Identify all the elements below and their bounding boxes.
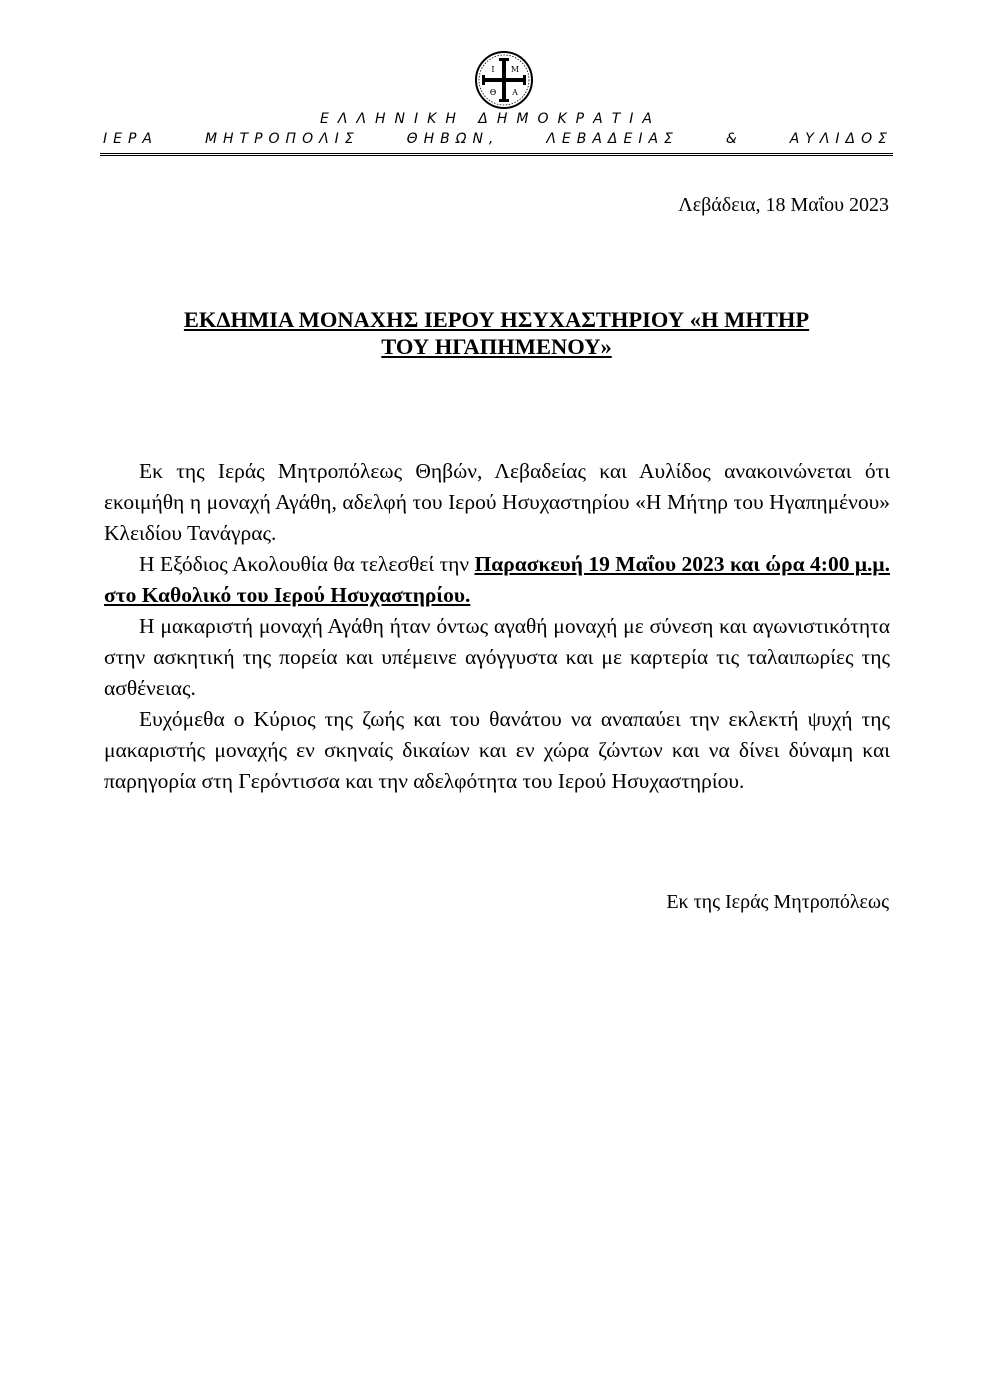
seal-letter-1: Ι [491, 65, 495, 74]
signature: Εκ της Ιεράς Μητροπόλεως [666, 891, 889, 913]
header-metropolis: ΙΕΡΑ ΜΗΤΡΟΠΟΛΙΣ ΘΗΒΩΝ, ΛΕΒΑΔΕΙΑΣ & ΑΥΛΙΔΟΣ [103, 131, 893, 147]
header-country: ΕΛΛΗΝΙΚΗ ΔΗΜΟΚΡΑΤΙΑ [320, 111, 661, 127]
funeral-datetime: Παρασκευή 19 Μαΐου 2023 και ώρα 4:00 μ.μ. στο Καθολικό του Ιερού Ησυχαστηρίου. [104, 552, 890, 607]
title-line-1: ΕΚΔΗΜΙΑ ΜΟΝΑΧΗΣ ΙΕΡΟΥ ΗΣΥΧΑΣΤΗΡΙΟΥ «Η ΜΗΤΗΡ [183, 307, 810, 332]
seal-letter-2: Μ [510, 65, 520, 74]
document-date: Λεβάδεια, 18 Μαΐου 2023 [678, 194, 889, 216]
seal-letter-4: Α [512, 88, 518, 97]
document-title [100, 306, 893, 360]
funeral-intro: Η Εξόδιος Ακολουθία θα τελεσθεί την [139, 552, 475, 576]
metropolis-seal-icon [474, 50, 534, 110]
paragraph-announcement: Εκ της Ιεράς Μητροπόλεως Θηβών, Λεβαδείας και Αυλίδος ανακοινώνεται ότι εκοιμήθη η μοναχή Αγάθη, αδελφή του Ιερού Ησυχαστηρίου «Η Μήτηρ του Ηγαπημένου» Κλειδίου Τανάγρας. [104, 459, 890, 545]
paragraph-prayer: Ευχόμεθα ο Κύριος της ζωής και του θανάτου να αναπαύει την εκλεκτή ψυχή της μακαριστής μοναχής εν σκηναίς δικαίων και εν χώρα ζώντων και να δίνει δύναμη και παρηγορία στη Γερόντισσα και την αδελφότητα του Ιερού Ησυχαστηρίου. [104, 707, 890, 793]
paragraph-funeral [104, 549, 890, 611]
paragraph-tribute: Η μακαριστή μοναχή Αγάθη ήταν όντως αγαθή μοναχή με σύνεση και αγωνιστικότητα στην ασκητική της πορεία και υπέμεινε αγόγγυστα και με καρτερία τις ταλαιπωρίες της ασθένειας. [104, 614, 890, 700]
title-line-2: ΤΟΥ ΗΓΑΠΗΜΕΝΟΥ» [381, 334, 612, 359]
seal-letter-3: Θ [489, 88, 497, 97]
announcement-body [104, 456, 890, 797]
header-divider [100, 153, 893, 156]
